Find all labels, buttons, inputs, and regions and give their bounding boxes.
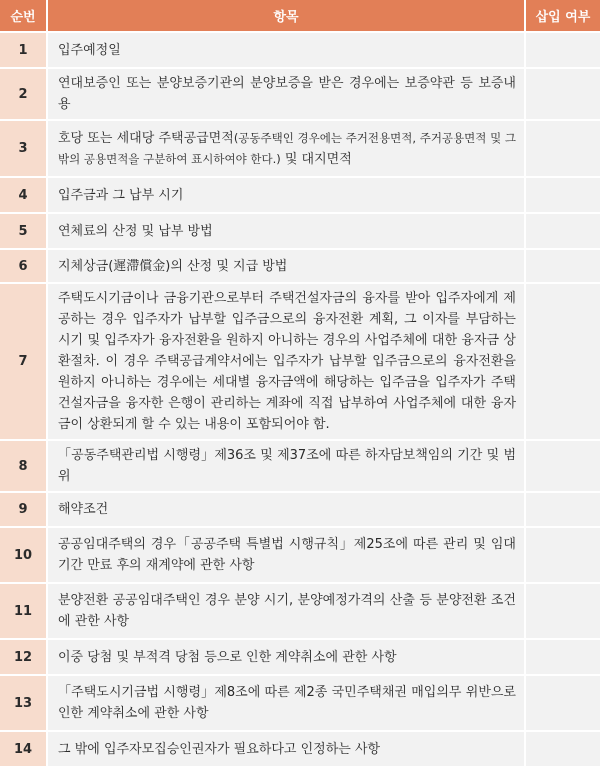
row-number: 5 [0,214,48,250]
row-item-text [48,121,526,178]
row-item-text: 공공임대주택의 경우「공공주택 특별법 시행규칙」제25조에 따른 관리 및 임대기간 만료 후의 재계약에 관한 사항 [48,528,526,584]
table-row [0,584,600,640]
row-item-tail: 및 대지면적 [280,151,352,167]
row-number: 6 [0,250,48,284]
row-check-cell[interactable] [526,250,600,284]
table-row [0,493,600,528]
row-number: 3 [0,121,48,178]
row-number: 13 [0,676,48,732]
row-check-cell[interactable] [526,33,600,69]
table-row [0,676,600,732]
row-item-note: (공동주택인 경우에는 주거전용면적, 주거공용면적 및 그 밖의 공용면적을 구분하여 표시하여야 한다.) [58,130,516,166]
row-item-main: 호당 또는 세대당 주택공급면적 [58,130,234,146]
row-number: 9 [0,493,48,528]
row-check-cell[interactable] [526,676,600,732]
row-check-cell[interactable] [526,69,600,121]
row-check-cell[interactable] [526,493,600,528]
row-item-text: 입주예정일 [48,33,526,69]
row-item-text: 입주금과 그 납부 시기 [48,178,526,214]
table-row [0,732,600,768]
row-check-cell[interactable] [526,214,600,250]
row-number: 2 [0,69,48,121]
table-row [0,250,600,284]
row-item-text: 분양전환 공공임대주택인 경우 분양 시기, 분양예정가격의 산출 등 분양전환 조건에 관한 사항 [48,584,526,640]
table-row [0,121,600,178]
row-check-cell[interactable] [526,732,600,768]
row-check-cell[interactable] [526,441,600,493]
row-item-text: 지체상금(遲滯償金)의 산정 및 지급 방법 [48,250,526,284]
row-check-cell[interactable] [526,640,600,676]
row-number: 4 [0,178,48,214]
table-header-row [0,0,600,33]
row-number: 14 [0,732,48,768]
row-item-text: 그 밖에 입주자모집승인권자가 필요하다고 인정하는 사항 [48,732,526,768]
row-check-cell[interactable] [526,284,600,441]
table-row [0,33,600,69]
row-item-text: 이중 당첨 및 부적격 당첨 등으로 인한 계약취소에 관한 사항 [48,640,526,676]
row-item-text: 주택도시기금이나 금융기관으로부터 주택건설자금의 융자를 받아 입주자에게 제공하는 경우 입주자가 납부할 입주금으로의 융자전환 계획, 그 이자를 부담하는 시기 및 입주자가 융자전환을 원하지 아니하는 경우의 사업주체에 대한 융자금 상환절차. 이 경우 주택공급계약서에는 입주자가 납부할 입주금으로의 융자전환을 원하지 아니하는 경우에는 세대별 융자금액에 해당하는 입주금을 입주자가 주택건설자금을 융자한 은행이 관리하는 계좌에 직접 납부하여 사업주체에 대한 융자금이 상환되게 할 수 있는 내용이 포함되어야 함. [48,284,526,441]
row-check-cell[interactable] [526,121,600,178]
row-number: 11 [0,584,48,640]
row-item-text: 연대보증인 또는 분양보증기관의 분양보증을 받은 경우에는 보증약관 등 보증내용 [48,69,526,121]
table-row [0,284,600,441]
row-check-cell[interactable] [526,584,600,640]
header-no: 순번 [0,0,48,33]
table-row [0,214,600,250]
table-row [0,528,600,584]
row-item-text: 해약조건 [48,493,526,528]
row-number: 12 [0,640,48,676]
row-number: 8 [0,441,48,493]
row-number: 1 [0,33,48,69]
header-item: 항목 [48,0,526,33]
table-row [0,69,600,121]
row-number: 10 [0,528,48,584]
row-item-text: 「공동주택관리법 시행령」제36조 및 제37조에 따른 하자담보책임의 기간 및 범위 [48,441,526,493]
row-check-cell[interactable] [526,528,600,584]
row-check-cell[interactable] [526,178,600,214]
table-row [0,178,600,214]
header-check: 삽입 여부 [526,0,600,33]
table-row [0,441,600,493]
table-row [0,640,600,676]
row-item-text: 연체료의 산정 및 납부 방법 [48,214,526,250]
row-number: 7 [0,284,48,441]
row-item-text: 「주택도시기금법 시행령」제8조에 따른 제2종 국민주택채권 매입의무 위반으로 인한 계약취소에 관한 사항 [48,676,526,732]
